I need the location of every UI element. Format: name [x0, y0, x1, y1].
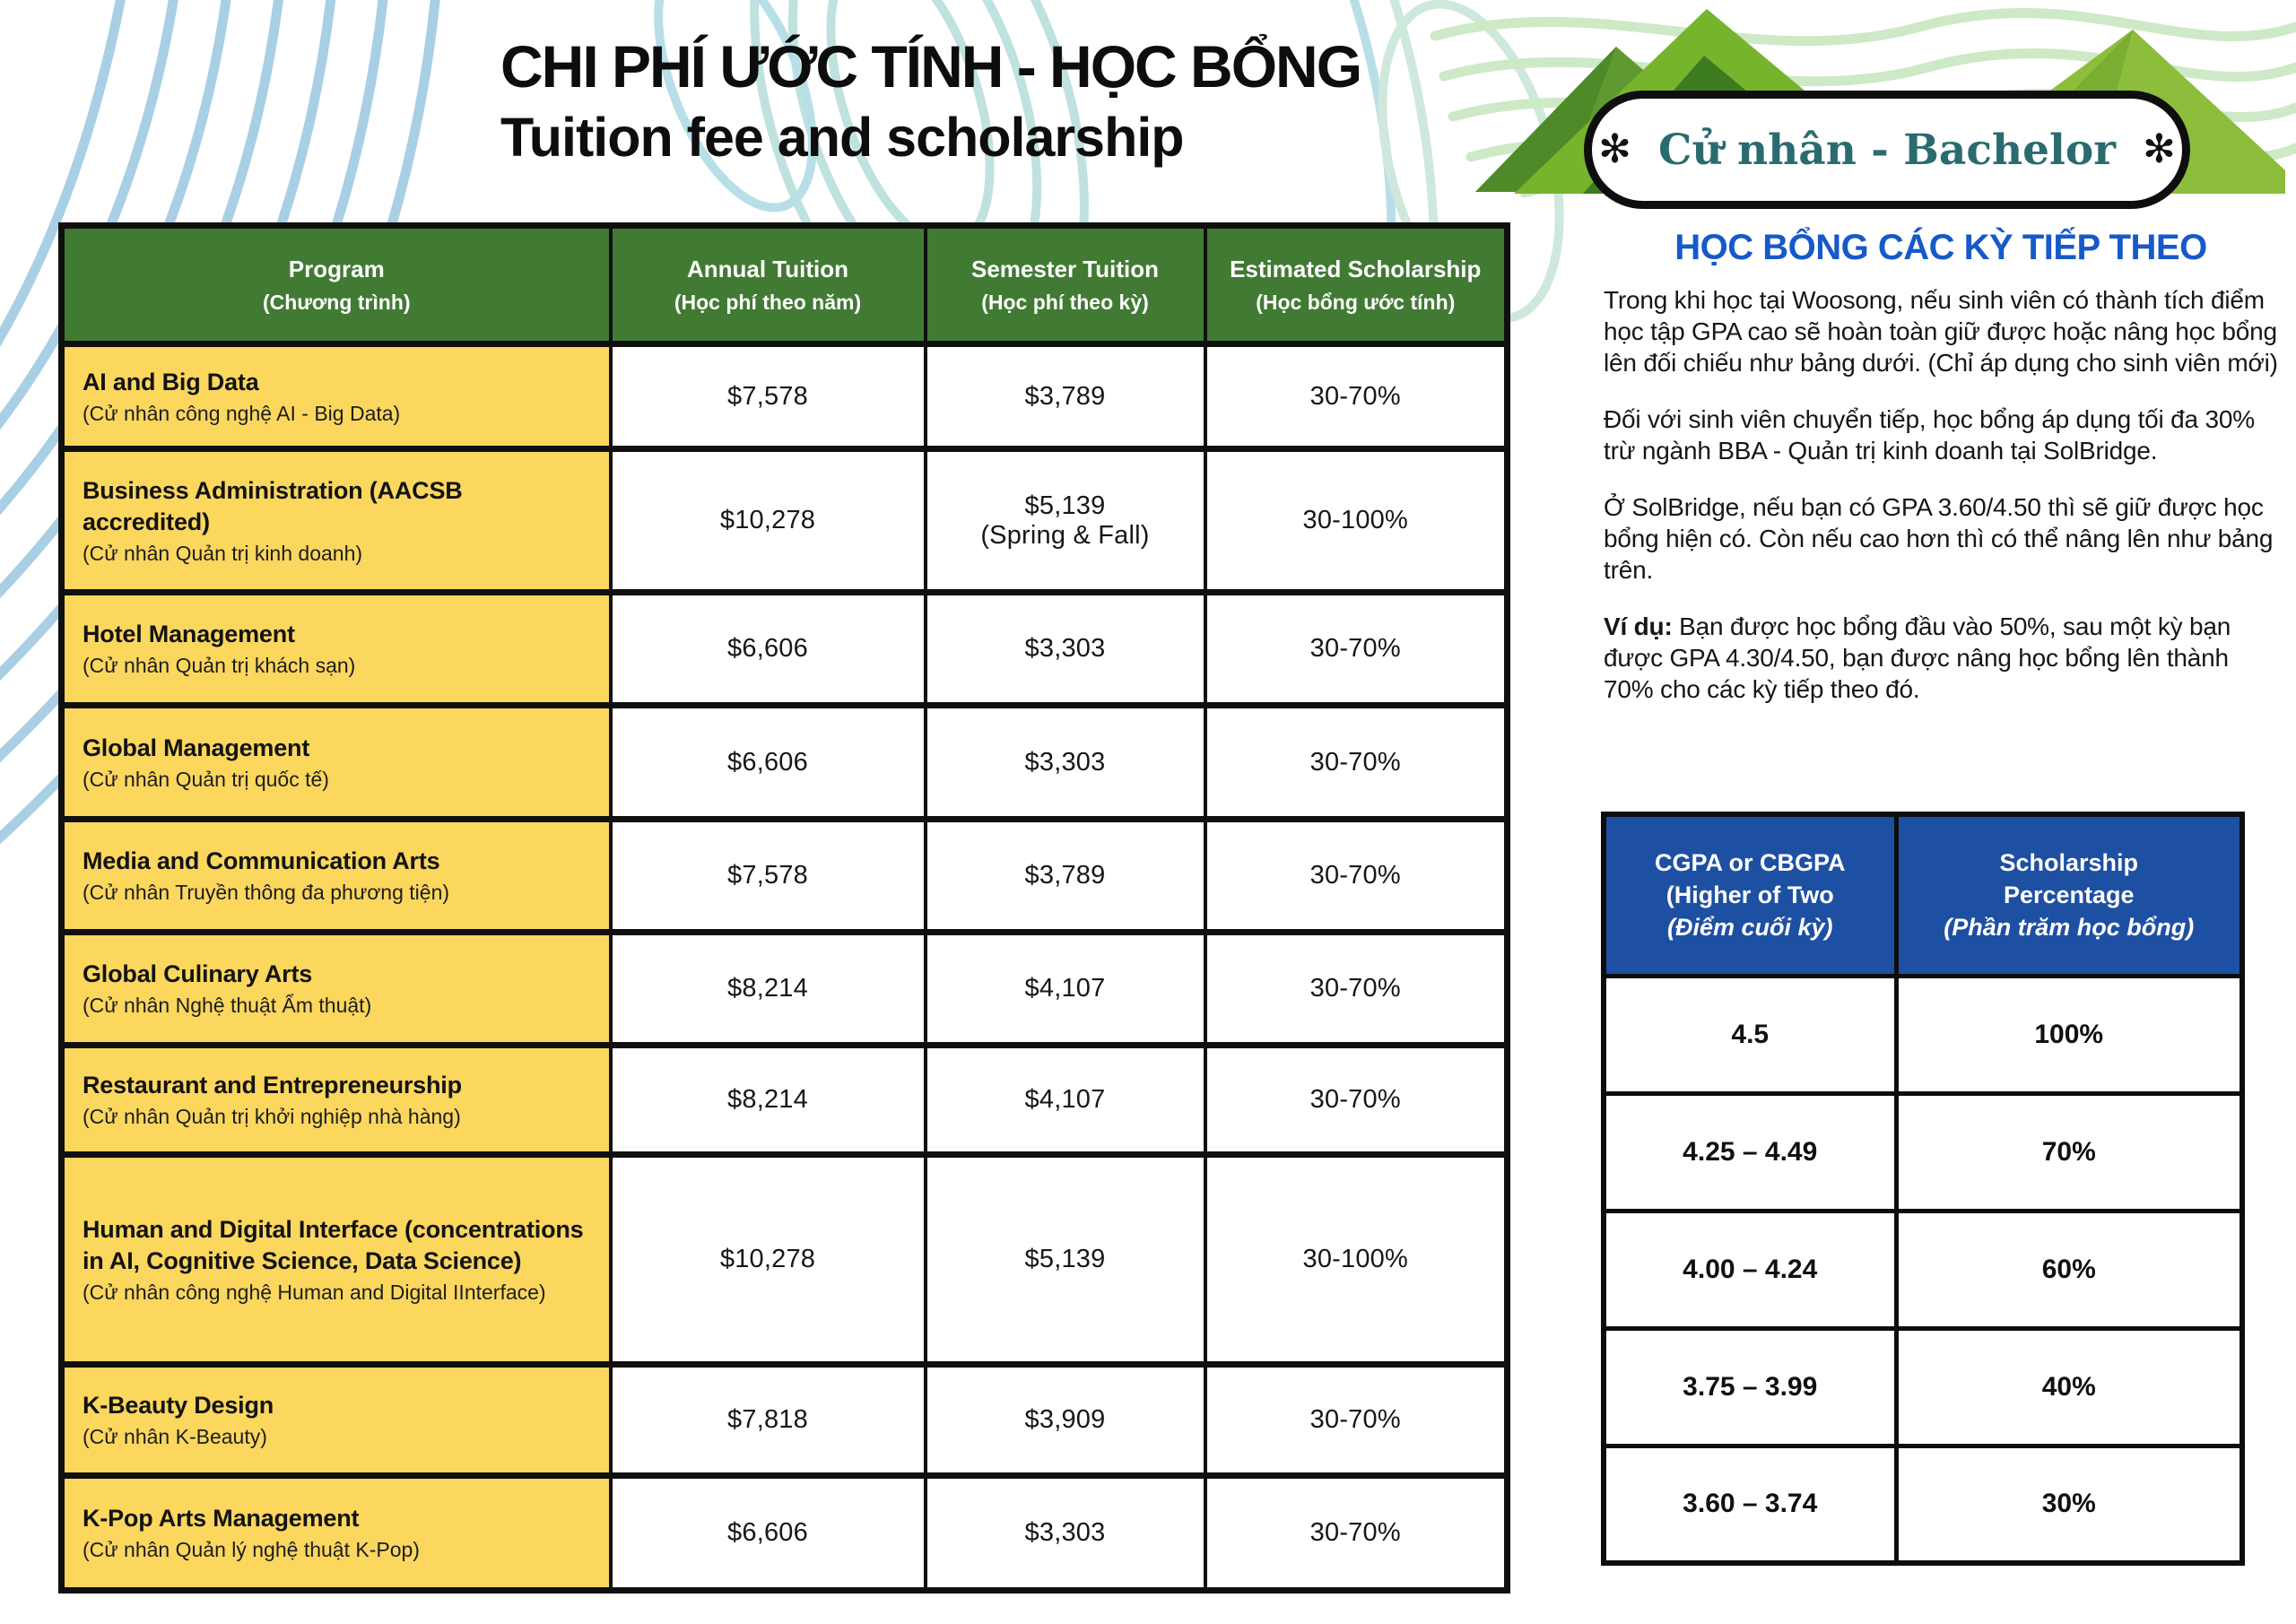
- program-cell: [62, 820, 611, 933]
- scholarship-cell: 30-70%: [1205, 820, 1508, 933]
- annual-tuition-cell: $7,578: [611, 820, 926, 933]
- semester-amount: $3,789: [1024, 381, 1106, 411]
- semester-tuition-cell: [926, 933, 1205, 1046]
- info-paragraph-2: Đối với sinh viên chuyển tiếp, học bổng áp dụng tối đa 30% trừ ngành BBA - Quản trị kinh doanh tại SolBridge.: [1604, 405, 2255, 465]
- scholarship-cell: 30-70%: [1205, 593, 1508, 706]
- gpa-table-header-row: [1604, 814, 2242, 976]
- gpa-scholarship-table: [1601, 812, 2245, 1566]
- flower-asterisk-icon: ✻: [2142, 127, 2176, 171]
- annual-tuition-cell: $10,278: [611, 1155, 926, 1365]
- annual-tuition-cell: $8,214: [611, 933, 926, 1046]
- column-header-annual-tuition: [611, 226, 926, 344]
- gpa-range-cell: 4.25 – 4.49: [1604, 1093, 1896, 1211]
- program-cell: [62, 593, 611, 706]
- flower-asterisk-icon: ✻: [1598, 127, 1631, 171]
- gpa-percent-cell: 100%: [1896, 976, 2242, 1093]
- gpa-header-line-vi: (Điểm cuối kỳ): [1666, 914, 1833, 942]
- table-row: [62, 1476, 1508, 1591]
- gpa-row: [1604, 1211, 2242, 1328]
- column-header-en: Annual Tuition: [686, 255, 849, 282]
- semester-tuition-cell: [926, 706, 1205, 820]
- annual-tuition-cell: $8,214: [611, 1046, 926, 1155]
- column-header-en: Estimated Scholarship: [1230, 255, 1482, 282]
- column-header-program: [62, 226, 611, 344]
- semester-note: (Spring & Fall): [980, 520, 1150, 550]
- program-cell: [62, 1476, 611, 1591]
- program-cell: [62, 933, 611, 1046]
- program-name: Global Culinary Arts: [83, 960, 313, 988]
- program-name: K-Pop Arts Management: [83, 1505, 360, 1533]
- semester-tuition-cell: [926, 820, 1205, 933]
- semester-amount: $4,107: [1024, 1085, 1106, 1114]
- example-paragraph: [1604, 611, 2278, 705]
- column-header-cgpa: [1604, 814, 1896, 976]
- table-row: [62, 593, 1508, 706]
- table-row: [62, 449, 1508, 593]
- gpa-table-body: [1604, 976, 2242, 1563]
- program-cell: [62, 344, 611, 449]
- program-name: Hotel Management: [83, 621, 295, 648]
- gpa-percent-cell: 30%: [1896, 1446, 2242, 1563]
- annual-tuition-cell: $10,278: [611, 449, 926, 593]
- annual-tuition-cell: $7,578: [611, 344, 926, 449]
- semester-tuition-cell: [926, 449, 1205, 593]
- semester-amount: $3,303: [1024, 747, 1106, 777]
- info-paragraph-1: Trong khi học tại Woosong, nếu sinh viên có thành tích điểm học tập GPA cao sẽ hoàn toàn giữ được hoặc nâng học bổng lên đối chiếu như bảng dưới. (Chỉ áp dụng cho sinh viên mới): [1604, 286, 2278, 377]
- tuition-table-header-row: [62, 226, 1508, 344]
- gpa-header-line: Scholarship: [1999, 848, 2139, 876]
- program-subtitle: (Cử nhân Quản trị quốc tế): [83, 767, 329, 791]
- scholarship-cell: 30-70%: [1205, 344, 1508, 449]
- column-header-vi: (Học phí theo năm): [674, 290, 862, 314]
- column-header-semester-tuition: [926, 226, 1205, 344]
- program-name: Media and Communication Arts: [83, 847, 440, 875]
- info-paragraph-3: Ở SolBridge, nếu bạn có GPA 3.60/4.50 thì sẽ giữ được học bổng hiện có. Còn nếu cao hơn thì có thể nâng lên như bảng trên.: [1604, 493, 2274, 584]
- annual-tuition-cell: $6,606: [611, 1476, 926, 1591]
- example-label: Ví dụ:: [1604, 612, 1673, 640]
- scholarship-heading: HỌC BỔNG CÁC KỲ TIẾP THEO: [1674, 228, 2207, 267]
- gpa-range-cell: 3.75 – 3.99: [1604, 1328, 1896, 1446]
- gpa-row: [1604, 1328, 2242, 1446]
- gpa-row: [1604, 1446, 2242, 1563]
- gpa-range-cell: 4.5: [1604, 976, 1896, 1093]
- semester-amount: $3,303: [1024, 634, 1106, 663]
- program-subtitle: (Cử nhân Quản trị kinh doanh): [83, 541, 363, 565]
- program-subtitle: (Cử nhân công nghệ Human and Digital IInterface): [83, 1280, 546, 1304]
- page-title-line1: CHI PHÍ ƯỚC TÍNH - HỌC BỔNG: [500, 33, 1361, 100]
- semester-amount: $3,789: [1024, 861, 1106, 890]
- gpa-row: [1604, 1093, 2242, 1211]
- program-subtitle: (Cử nhân Quản lý nghệ thuật K-Pop): [83, 1538, 420, 1562]
- program-cell: [62, 1046, 611, 1155]
- table-row: [62, 1155, 1508, 1365]
- program-name: K-Beauty Design: [83, 1392, 274, 1420]
- program-name: Restaurant and Entrepreneurship: [83, 1072, 462, 1099]
- scholarship-cell: 30-70%: [1205, 1046, 1508, 1155]
- table-row: [62, 1365, 1508, 1476]
- bachelor-badge-label: Cử nhân - Bachelor: [1658, 125, 2116, 175]
- column-header-vi: (Học bổng ước tính): [1256, 290, 1456, 314]
- program-name: Business Administration (AACSB accredited): [83, 476, 463, 535]
- column-header-en: Program: [288, 255, 385, 282]
- gpa-range-cell: 4.00 – 4.24: [1604, 1211, 1896, 1328]
- scholarship-cell: 30-70%: [1205, 933, 1508, 1046]
- page-title: [500, 32, 1361, 169]
- column-header-scholarship-percentage: [1896, 814, 2242, 976]
- gpa-header-line: Percentage: [2003, 881, 2135, 909]
- program-cell: [62, 706, 611, 820]
- annual-tuition-cell: $6,606: [611, 706, 926, 820]
- program-name: AI and Big Data: [83, 368, 259, 395]
- scholarship-cell: 30-100%: [1205, 449, 1508, 593]
- gpa-row: [1604, 976, 2242, 1093]
- page-title-line2: Tuition fee and scholarship: [500, 107, 1184, 168]
- table-row: [62, 1046, 1508, 1155]
- gpa-header-line-vi: (Phần trăm học bổng): [1944, 914, 2195, 942]
- semester-amount: $4,107: [1024, 974, 1106, 1003]
- program-subtitle: (Cử nhân K-Beauty): [83, 1425, 267, 1449]
- table-row: [62, 933, 1508, 1046]
- gpa-percent-cell: 70%: [1896, 1093, 2242, 1211]
- scholarship-cell: 30-70%: [1205, 706, 1508, 820]
- scholarship-info-panel: [1604, 228, 2278, 705]
- semester-amount: $3,303: [1024, 1518, 1106, 1547]
- program-cell: [62, 1155, 611, 1365]
- semester-tuition-cell: [926, 1476, 1205, 1591]
- tuition-table-body: [62, 344, 1508, 1591]
- program-cell: [62, 449, 611, 593]
- program-subtitle: (Cử nhân công nghệ AI - Big Data): [83, 401, 401, 425]
- gpa-header-line: (Higher of Two: [1665, 881, 1834, 909]
- semester-amount: $5,139: [1024, 491, 1106, 520]
- column-header-estimated-scholarship: [1205, 226, 1508, 344]
- program-subtitle: (Cử nhân Nghệ thuật Ẩm thuật): [83, 994, 372, 1018]
- program-cell: [62, 1365, 611, 1476]
- annual-tuition-cell: $6,606: [611, 593, 926, 706]
- program-subtitle: (Cử nhân Quản trị khởi nghiệp nhà hàng): [83, 1105, 461, 1129]
- program-name: Global Management: [83, 734, 310, 761]
- table-row: [62, 344, 1508, 449]
- semester-tuition-cell: [926, 593, 1205, 706]
- semester-tuition-cell: [926, 344, 1205, 449]
- gpa-percent-cell: 60%: [1896, 1211, 2242, 1328]
- semester-tuition-cell: [926, 1155, 1205, 1365]
- scholarship-cell: 30-70%: [1205, 1365, 1508, 1476]
- example-text: Bạn được học bổng đầu vào 50%, sau một kỳ bạn được GPA 4.30/4.50, bạn được nâng học bổng lên thành 70% cho các kỳ tiếp theo đó.: [1604, 612, 2231, 703]
- gpa-header-line: CGPA or CBGPA: [1654, 848, 1846, 876]
- semester-tuition-cell: [926, 1046, 1205, 1155]
- annual-tuition-cell: $7,818: [611, 1365, 926, 1476]
- bachelor-badge: [1584, 91, 2190, 209]
- program-subtitle: (Cử nhân Truyền thông đa phương tiện): [83, 881, 450, 905]
- column-header-vi: (Học phí theo kỳ): [981, 290, 1149, 314]
- gpa-range-cell: 3.60 – 3.74: [1604, 1446, 1896, 1563]
- column-header-en: Semester Tuition: [970, 255, 1159, 282]
- scholarship-cell: 30-100%: [1205, 1155, 1508, 1365]
- program-subtitle: (Cử nhân Quản trị khách sạn): [83, 654, 356, 678]
- semester-amount: $3,909: [1024, 1405, 1106, 1434]
- scholarship-cell: 30-70%: [1205, 1476, 1508, 1591]
- table-row: [62, 706, 1508, 820]
- semester-tuition-cell: [926, 1365, 1205, 1476]
- table-row: [62, 820, 1508, 933]
- gpa-percent-cell: 40%: [1896, 1328, 2242, 1446]
- tuition-table: [58, 222, 1510, 1594]
- semester-amount: $5,139: [1024, 1245, 1106, 1273]
- program-name: Human and Digital Interface (concentrations in AI, Cognitive Science, Data Science): [83, 1215, 584, 1274]
- column-header-vi: (Chương trình): [262, 290, 411, 314]
